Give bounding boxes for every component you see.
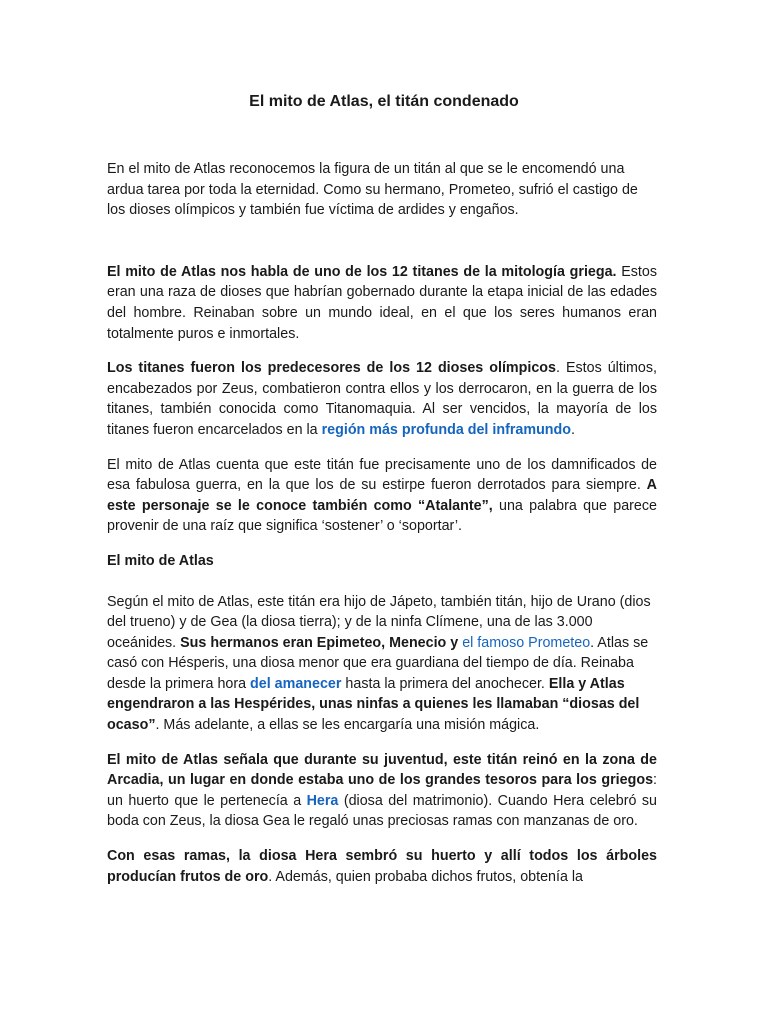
document-body xyxy=(107,159,657,887)
paragraph-text: . Atlas se casó con Hésperis, una diosa menor que era guardiana del tiempo de día. Reinaba desde la primera hora xyxy=(107,634,649,692)
paragraph-text: . xyxy=(571,421,575,438)
link-amanecer[interactable]: del amanecer xyxy=(250,675,342,692)
paragraph-predecesores xyxy=(107,358,657,440)
link-hera[interactable]: Hera xyxy=(306,792,339,809)
paragraph-bold-text: El mito de Atlas nos habla de uno de los 12 titanes de la mitología griega. xyxy=(107,263,617,280)
paragraph-bold-text: El mito de Atlas señala que durante su juventud, este titán reinó en la zona de Arcadia, un lugar en donde estaba uno de los grandes tesoros para los griegos xyxy=(107,751,657,789)
paragraph-huerto xyxy=(107,846,657,887)
paragraph-bold-text: Sus hermanos eran Epimeteo, Menecio y xyxy=(180,634,459,651)
paragraph-text: . Además, quien probaba dichos frutos, obtenía la xyxy=(268,868,583,885)
paragraph-bold-text: A este personaje se le conoce también como “Atalante”, xyxy=(107,477,657,514)
paragraph-bold-text: Los titanes fueron los predecesores de los 12 dioses olímpicos xyxy=(107,360,556,377)
paragraph-text: En el mito de Atlas reconocemos la figura de un titán al que se le encomendó una ardua tarea por toda la eternidad. Como su hermano, Prometeo, sufrió el castigo de los dioses olímpicos y también fue víctima de ardides y engaños. xyxy=(107,161,638,219)
page-title: El mito de Atlas, el titán condenado xyxy=(249,93,519,110)
paragraph-intro xyxy=(107,159,657,221)
paragraph-text: Según el mito de Atlas, este titán era hijo de Jápeto, también titán, hijo de Urano (dios del trueno) y de Gea (la diosa tierra); y de la ninfa Clímene, una de las 3.000 oceánides. xyxy=(107,593,651,651)
paragraph-text: (diosa del matrimonio). Cuando Hera celebró su boda con Zeus, la diosa Gea le regaló unas preciosas ramas con manzanas de oro. xyxy=(107,792,657,830)
paragraph-text: : un huerto que le pertenecía a xyxy=(107,772,657,809)
paragraph-bold-text: Con esas ramas, la diosa Hera sembró su huerto y allí todos los árboles producían frutos de oro xyxy=(107,848,657,885)
paragraph-titanes xyxy=(107,262,657,344)
paragraph-text: . Estos últimos, encabezados por Zeus, combatieron contra ellos y los derrocaron, en la guerra de los titanes, también conocida como Titanomaquia. Al ser vencidos, la mayoría de los titanes fueron encarcelados en la xyxy=(107,360,657,438)
paragraph-atalante xyxy=(107,455,657,537)
paragraph-text: . Más adelante, a ellas se les encargaría una misión mágica. xyxy=(155,717,540,734)
link-prometeo[interactable]: el famoso Prometeo xyxy=(462,634,591,651)
paragraph-arcadia xyxy=(107,750,657,832)
paragraph-text: una palabra que parece provenir de una raíz que significa ‘sostener’ o ‘soportar’. xyxy=(107,497,657,535)
paragraph-bold-text: Ella y Atlas engendraron a las Hespérides, unas ninfas a quienes les llamaban “diosas del ocaso” xyxy=(107,675,640,734)
link-inframundo[interactable]: región más profunda del inframundo xyxy=(321,421,572,438)
paragraph-text: hasta la primera del anochecer. xyxy=(341,675,549,692)
paragraph-text: El mito de Atlas cuenta que este titán fue precisamente uno de los damnificados de esa fabulosa guerra, en la que los de su estirpe fueron derrotados para siempre. xyxy=(107,456,657,494)
paragraph-familia xyxy=(107,592,657,736)
paragraph-text: Estos eran una raza de dioses que habrían gobernado durante la etapa inicial de las edades del hombre. Reinaban sobre un mundo ideal, en el que los seres humanos eran totalmente puros e inmortales. xyxy=(107,263,658,342)
section-heading: El mito de Atlas xyxy=(107,552,214,569)
